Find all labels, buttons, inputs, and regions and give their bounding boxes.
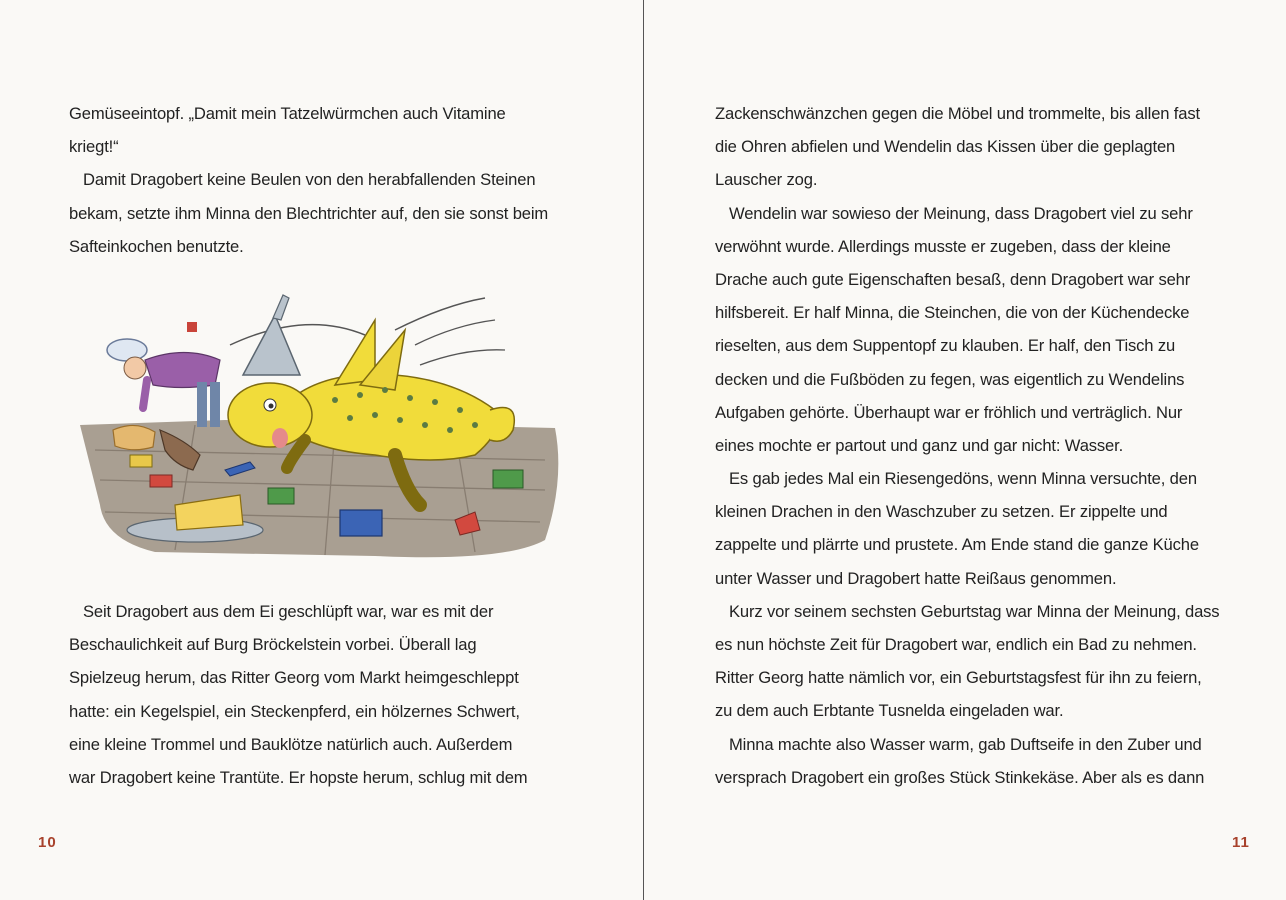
text-line: Beschaulichkeit auf Burg Bröckelstein vorbei. Überall lag [69,635,477,655]
text-line: Drache auch gute Eigenschaften besaß, denn Dragobert war sehr [715,269,1191,289]
text-line: verwöhnt wurde. Allerdings musste er zugeben, dass der kleine [715,236,1171,256]
right-text [715,97,1219,794]
dragon-illustration [75,290,570,570]
text-line: Zackenschwänzchen gegen die Möbel und trommelte, bis allen fast [715,104,1200,123]
text-line: eine kleine Trommel und Bauklötze natürlich auch. Außerdem [69,734,513,754]
text-line: eines mochte er partout und ganz und gar nicht: Wasser. [715,435,1124,455]
yellow-block [130,455,152,467]
text-line: Damit Dragobert keine Beulen von den herabfallenden Steinen [83,170,536,190]
motion-line [415,320,495,345]
text-line: zappelte und plärrte und prustete. Am Ende stand die ganze Küche [715,535,1199,555]
text-line: rieselten, aus dem Suppentopf zu klauben. Er half, den Tisch zu [715,336,1176,356]
text-line: hatte: ein Kegelspiel, ein Steckenpferd, ein hölzernes Schwert, [69,701,520,721]
text-line: die Ohren abfielen und Wendelin das Kissen über die geplagten [715,137,1176,157]
red-block [187,322,197,332]
red-block [150,475,172,487]
text-line: Seit Dragobert aus dem Ei geschlüpft war, war es mit der [83,602,494,621]
text-line: kleinen Drachen in den Waschzuber zu setzen. Er zippelte und [715,502,1168,522]
text-line: decken und die Fußböden zu fegen, was eigentlich zu Wendelins [715,369,1185,389]
text-line: Aufgaben gehörte. Überhaupt war er fröhlich und verträglich. Nur [715,402,1183,422]
motion-line [420,350,505,365]
page-number-right: 11 [1232,834,1250,851]
text-line: versprach Dragobert ein großes Stück Stinkekäse. Aber als es dann [715,767,1205,787]
green-block [268,488,294,504]
text-line: Safteinkochen benutzte. [69,236,244,256]
text-line: Kurz vor seinem sechsten Geburtstag war Minna der Meinung, dass [729,601,1220,621]
text-line: bekam, setzte ihm Minna den Blechtrichter auf, den sie sonst beim [69,203,549,223]
text-line: Wendelin war sowieso der Meinung, dass Dragobert viel zu sehr [729,203,1193,223]
text-line: Gemüseeintopf. „Damit mein Tatzelwürmchen auch Vitamine [69,104,506,123]
text-line: kriegt!“ [69,137,119,157]
motion-line [395,298,485,330]
blue-block [340,510,382,536]
text-line: Lauscher zog. [715,170,818,190]
green-block [493,470,523,488]
left-top-text [69,97,548,263]
text-line: unter Wasser und Dragobert hatte Reißaus genommen. [715,568,1117,588]
text-line: Minna machte also Wasser warm, gab Duftseife in den Zuber und [729,734,1202,754]
text-line: es nun höchste Zeit für Dragobert war, endlich ein Bad zu nehmen. [715,635,1197,654]
text-line: war Dragobert keine Trantüte. Er hopste herum, schlug mit dem [69,767,528,787]
right-page [644,0,1286,900]
page-number-left: 10 [38,834,57,851]
text-line: zu dem auch Erbtante Tusnelda eingeladen war. [715,701,1064,721]
motion-line [230,325,365,345]
text-line: Es gab jedes Mal ein Riesengedöns, wenn Minna versuchte, den [729,469,1197,489]
text-line: hilfsbereit. Er half Minna, die Steinchen, die von der Küchendecke [715,303,1190,323]
left-bottom-text [69,595,527,794]
text-line: Spielzeug herum, das Ritter Georg vom Markt heimgeschleppt [69,668,519,688]
text-line: Ritter Georg hatte nämlich vor, ein Geburtstagsfest für ihn zu feiern, [715,668,1202,688]
